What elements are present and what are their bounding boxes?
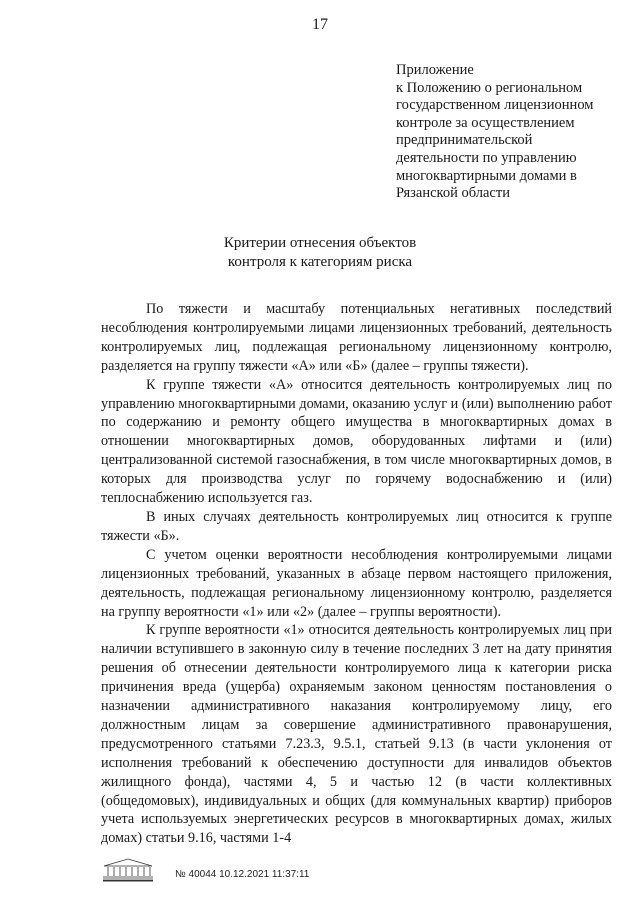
footer bbox=[100, 856, 620, 886]
appendix-line: к Положению о региональном bbox=[396, 79, 583, 96]
appendix-line: предпринимательской bbox=[396, 132, 533, 149]
appendix-line: Рязанской области bbox=[396, 185, 510, 202]
appendix-block bbox=[396, 62, 621, 203]
paragraph: По тяжести и масштабу потенциальных негативных последствий несоблюдения контролируемыми лицами лицензионных требований, деятельность контролируемых лиц, подлежащая региональному лицензионному контролю, разделяется на группу тяжести «А» или «Б» (далее – группы тяжести). bbox=[101, 301, 612, 374]
appendix-line: Приложение bbox=[396, 62, 474, 78]
title-line-2: контроля к категориям риска bbox=[227, 254, 413, 270]
title-line-1: Критерии отнесения объектов bbox=[223, 235, 417, 251]
document-reference: № 40044 10.12.2021 11:37:11 bbox=[175, 869, 310, 880]
appendix-line: многоквартирными домами в bbox=[396, 167, 577, 184]
body-text bbox=[101, 300, 612, 848]
page-number: 17 bbox=[312, 16, 328, 33]
building-stamp-icon bbox=[100, 856, 156, 882]
appendix-line: государственном лицензионном bbox=[396, 97, 594, 114]
appendix-line: контроле за осуществлением bbox=[396, 114, 575, 131]
paragraph: С учетом оценки вероятности несоблюдения контролируемыми лицами лицензионных требований, указанных в абзаце первом настоящего приложения, деятельность, подлежащая региональному лицензионному контролю, разделяется на группу вероятности «1» или «2» (далее – группы вероятности). bbox=[101, 546, 612, 620]
criteria-title bbox=[0, 234, 640, 272]
paragraph: К группе вероятности «1» относится деятельность контролируемых лиц при наличии вступившего в законную силу в течение последних 3 лет на дату принятия решения об отнесении деятельности контролируемого лица к категории риска причинения вреда (ущерба) охраняемым законом ценностям постановления о назначении административного наказания контролируемому лицу, его должностным лицам за совершение административного правонарушения, предусмотренного статьями 7.23.3, 9.5.1, статьей 9.13 (в части уклонения от исполнения требований к обеспечению доступности для инвалидов объектов жилищного фонда), частями 4, 5 и частью 12 (в части коллективных (общедомовых), индивидуальных и общих (для коммунальных квартир) приборов учета используемых энергетических ресурсов в многоквартирных домах, жилых домах) статьи 9.16, частями 1-4 bbox=[101, 622, 612, 847]
paragraph: К группе тяжести «А» относится деятельность контролируемых лиц по управлению многоквартирными домами, оказанию услуг и (или) выполнению работ по содержанию и ремонту общего имущества в многоквартирных домах в отношении многоквартирных домов, оборудованных лифтами и (или) централизованной системой газоснабжения, в том числе многоквартирных домов, в которых для производства услуг по горячему водоснабжению и (или) теплоснабжению используется газ. bbox=[101, 376, 612, 507]
paragraph: В иных случаях деятельность контролируемых лиц относится к группе тяжести «Б». bbox=[101, 508, 612, 544]
appendix-line: деятельности по управлению bbox=[396, 149, 577, 166]
